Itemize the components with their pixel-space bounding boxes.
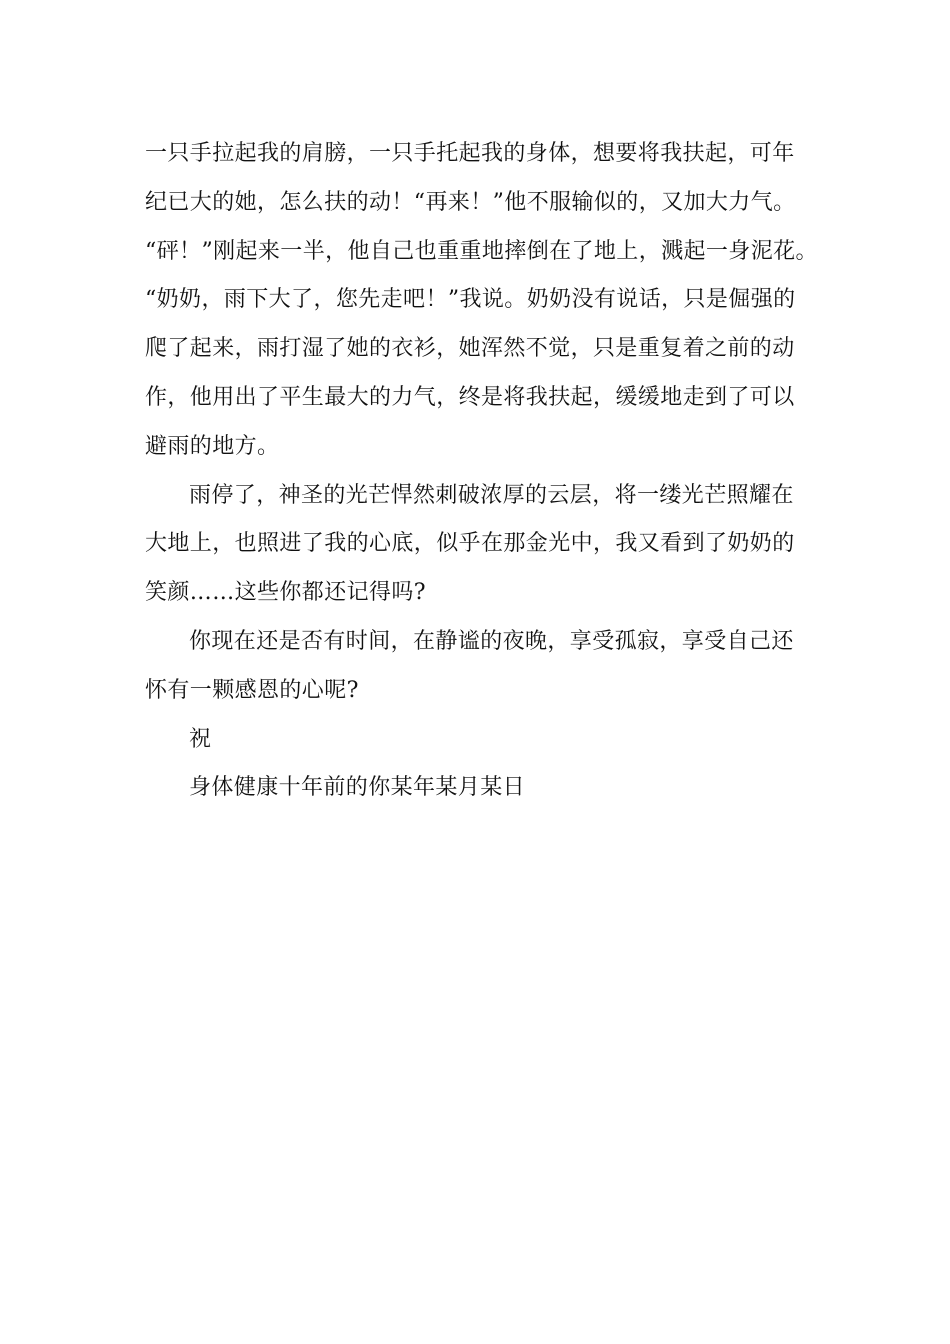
text-line: “砰！”刚起来一半，他自己也重重地摔倒在了地上，溅起一身泥花。 (145, 238, 818, 264)
closing-salutation: 祝 (189, 726, 212, 752)
paragraph-start-line: 雨停了，神圣的光芒悍然刺破浓厚的云层，将一缕光芒照耀在 (189, 482, 794, 508)
text-line: 怀有一颗感恩的心呢? (145, 677, 359, 703)
text-line: 作，他用出了平生最大的力气，终是将我扶起，缓缓地走到了可以 (145, 384, 795, 410)
text-line: 一只手拉起我的肩膀，一只手托起我的身体，想要将我扶起，可年 (145, 141, 795, 166)
text-line: 大地上，也照进了我的心底，似乎在那金光中，我又看到了奶奶的 (145, 531, 795, 557)
document-body (145, 130, 825, 813)
text-line: 纪已大的她，怎么扶的动！“再来！”他不服输似的，又加大力气。 (145, 189, 796, 215)
paragraph-start-line: 你现在还是否有时间，在静谧的夜晚，享受孤寂，享受自己还 (189, 628, 794, 654)
signature-line: 身体健康十年前的你某年某月某日 (189, 775, 526, 801)
text-line: “奶奶，雨下大了，您先走吧！”我说。奶奶没有说话，只是倔强的 (145, 287, 796, 313)
text-line: 避雨的地方。 (145, 433, 280, 459)
text-line: 爬了起来，雨打湿了她的衣衫，她浑然不觉，只是重复着之前的动 (145, 336, 795, 362)
text-line: 笑颜……这些你都还记得吗? (145, 580, 426, 606)
